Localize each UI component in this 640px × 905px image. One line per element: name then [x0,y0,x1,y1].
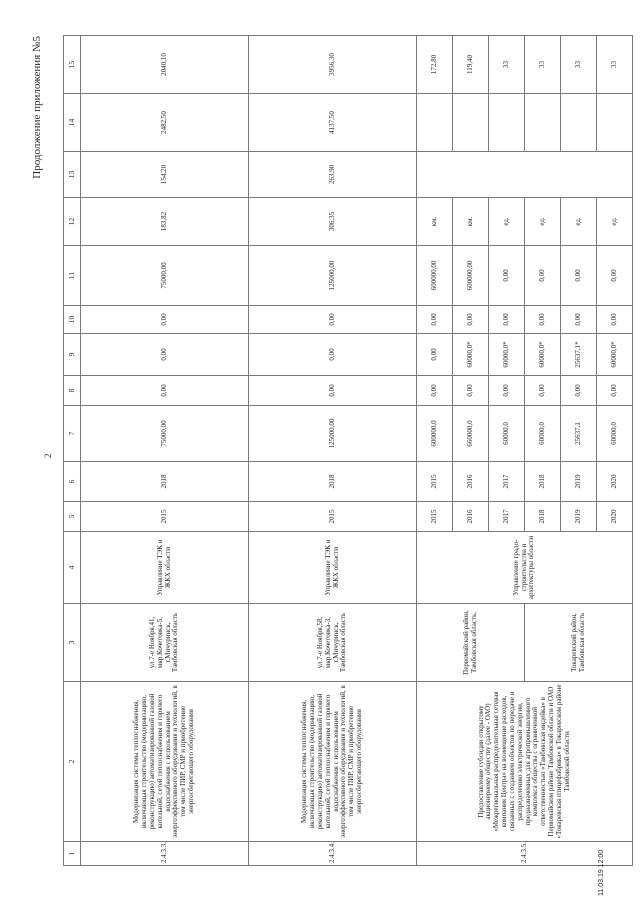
year: 2020 [597,462,633,502]
object-address: Токаревский район, Тамбовская область [525,604,633,682]
table-row [249,36,417,866]
indicator-15: 172,80 [417,36,453,94]
indicator-14 [597,94,633,152]
federal-budget: 0,00 [489,376,525,406]
year: 2018 [81,462,249,502]
local-budget: 0,00 [597,306,633,334]
indicator-12: ед. [489,198,525,246]
total-amount: 60000,0 [525,406,561,462]
total-amount: 125000,00 [249,406,417,462]
col-num: 8 [64,376,81,406]
object-address: Первомайский район, Тамбовская область, [417,604,525,682]
year-from: 2017 [489,502,525,532]
other-sources: 0,00 [489,246,525,306]
regional-budget: 0,00 [417,334,453,376]
indicator-15: 33 [489,36,525,94]
col-num: 13 [64,152,81,198]
year: 2018 [249,462,417,502]
indicator-14: 4137,50 [249,94,417,152]
row-code: 2.4.3.4. [249,842,417,866]
local-budget: 0,00 [561,306,597,334]
col-num: 12 [64,198,81,246]
indicator-15: 33 [597,36,633,94]
total-amount: 25637,1 [561,406,597,462]
col-num: 15 [64,36,81,94]
col-num: 10 [64,306,81,334]
indicator-12: ед. [597,198,633,246]
measure-name: Предоставление субсидии открытому акционерному обществу (далее - ОАО) «Межрегиональная распределительная сетевая компания Центра» на возмещение расходов, связанных с созданием объектов по передаче и распределению электрической энергии, предназначенных для агропромышленного комплекса общества с ограниченной ответственностью «Тамбовская индейка» в Первомайском районе Тамбовской области и ОАО «Токаревская птицефабрика» в Токаревском районе Тамбовской области [417,682,633,842]
indicator-14 [417,94,453,152]
local-budget: 0,00 [417,306,453,334]
col-num: 1 [64,842,81,866]
col-num: 3 [64,604,81,682]
col-num: 9 [64,334,81,376]
row-code: 2.4.3.5. [417,842,633,866]
table-row [81,36,249,866]
indicator-12: ед. [525,198,561,246]
total-amount: 60000,0 [489,406,525,462]
col-num: 14 [64,94,81,152]
federal-budget: 0,00 [453,376,489,406]
col-num: 11 [64,246,81,306]
regional-budget: 60000,0* [489,334,525,376]
indicator-13: 154,20 [81,152,249,198]
page-number: 2 [43,453,53,458]
regional-budget: 25637,1* [561,334,597,376]
year-from: 2020 [597,502,633,532]
local-budget: 0,00 [525,306,561,334]
federal-budget: 0,00 [81,376,249,406]
indicator-15: 33 [561,36,597,94]
indicator-12: км. [417,198,453,246]
indicator-15: 33 [525,36,561,94]
federal-budget: 0,00 [561,376,597,406]
col-num: 4 [64,532,81,604]
year-from: 2018 [525,502,561,532]
other-sources: 600000,00 [417,246,453,306]
year-from: 2019 [561,502,597,532]
col-num: 2 [64,682,81,842]
executor: Управление ТЭК и ЖКХ области [81,532,249,604]
year-from: 2016 [453,502,489,532]
year-from: 2015 [417,502,453,532]
total-amount: 660000,0 [453,406,489,462]
federal-budget: 0,00 [597,376,633,406]
indicator-15: 2040,10 [81,36,249,94]
federal-budget: 0,00 [525,376,561,406]
indicator-14: 2482,50 [81,94,249,152]
local-budget: 0,00 [81,306,249,334]
program-table [63,35,633,866]
local-budget: 0,00 [453,306,489,334]
year: 2018 [525,462,561,502]
total-amount: 75000,00 [81,406,249,462]
executor: Управление градо-строительства и архитектуры области [417,532,633,604]
column-number-row [64,36,81,866]
local-budget: 0,00 [249,306,417,334]
rotated-table-area [31,36,625,896]
other-sources: 0,00 [561,246,597,306]
indicator-12: км. [453,198,489,246]
year-from: 2015 [249,502,417,532]
indicator-14 [453,94,489,152]
measure-name: Модернизация системы теплоснабжения, включающая строительство (модернизацию, реконструкцию) автоматизированной газовой котельной, сетей теплоснабжения и горячего водоснабжения с использованием энергоэффективного оборудования и технологий, в том числе ПИР, СМР и приобретение энергосберегающего оборудования [249,682,417,842]
regional-budget: 60000,0* [597,334,633,376]
year: 2015 [417,462,453,502]
row-code: 2.4.3.3. [81,842,249,866]
measure-name: Модернизация системы теплоснабжения, включающая строительство (модернизацию, реконструкцию) автоматизированной газовой котельной, сетей теплоснабжения и горячего водоснабжения с использованием энергоэффективного оборудования и технологий, в том числе ПИР, СМР и приобретение энергосберегающего оборудования [81,682,249,842]
object-address: ул.7-е Ноября,41, мкр.Кочетовка-5, г.Мичуринск, Тамбовская область [81,604,249,682]
regional-budget: 0,00 [249,334,417,376]
indicator-14 [561,94,597,152]
indicator-14 [525,94,561,152]
regional-budget: 60000,0* [453,334,489,376]
year-from: 2015 [81,502,249,532]
total-amount: 600000,0 [417,406,453,462]
year: 2019 [561,462,597,502]
other-sources: 125000,00 [249,246,417,306]
regional-budget: 0,00 [81,334,249,376]
federal-budget: 0,00 [417,376,453,406]
other-sources: 0,00 [525,246,561,306]
other-sources: 0,00 [597,246,633,306]
indicator-13 [417,152,633,198]
col-num: 7 [64,406,81,462]
indicator-14 [489,94,525,152]
print-timestamp: 11.03.19 12:00 [598,849,605,896]
indicator-15: 119,40 [453,36,489,94]
federal-budget: 0,00 [249,376,417,406]
indicator-12: ед. [561,198,597,246]
indicator-13: 263,90 [249,152,417,198]
other-sources: 75000,00 [81,246,249,306]
total-amount: 60000,0 [597,406,633,462]
col-num: 5 [64,502,81,532]
indicator-12: 183,82 [81,198,249,246]
table-row [417,36,453,866]
annex-title: Продолжение приложения №5 [31,36,43,179]
executor: Управление ТЭК и ЖКХ области [249,532,417,604]
indicator-12: 306,35 [249,198,417,246]
col-num: 6 [64,462,81,502]
year: 2016 [453,462,489,502]
object-address: ул.7-е Ноября,58, мкр.Кочетовка-3, г.Мичуринск, Тамбовская область [249,604,417,682]
regional-budget: 60000,0* [525,334,561,376]
other-sources: 600000,00 [453,246,489,306]
year: 2017 [489,462,525,502]
local-budget: 0,00 [489,306,525,334]
indicator-15: 3956,30 [249,36,417,94]
